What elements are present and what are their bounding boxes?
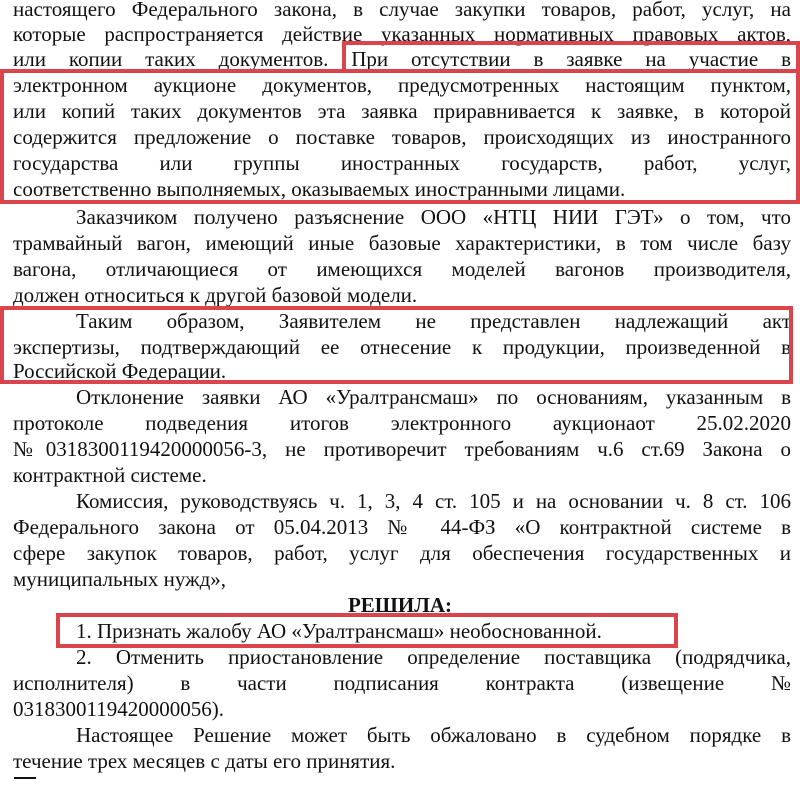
text-line-19: контрактной системе. xyxy=(13,463,207,487)
text-line-1: настоящего Федерального закона, в случае закупки товаров, работ, услуг, на xyxy=(13,0,791,21)
text-line-13: Таким образом, Заявителем не представлен надлежащий акт xyxy=(76,309,791,333)
text-line-9: Заказчиком получено разъяснение ООО «НТЦ НИИ ГЭТ» о том, что xyxy=(76,205,791,229)
decision-heading: РЕШИЛА: xyxy=(347,593,453,617)
text-line-30: течение трех месяцев с даты его принятия. xyxy=(13,749,396,773)
text-line-17: протоколе подведения итогов электронного аукционаот 25.02.2020 xyxy=(13,411,791,435)
text-line-14: экспертизы, подтверждающий ее отнесение к продукции, произведенной в xyxy=(13,335,791,359)
text-line-11: вагона, отличающиеся от имеющихся моделей вагонов производителя, xyxy=(13,257,791,281)
text-line-12: должен относиться к другой базовой модели. xyxy=(13,283,418,307)
text-line-5: или копий таких документов эта заявка приравнивается к заявке, в которой xyxy=(13,99,791,123)
text-line-22: сфере закупок товаров, работ, услуг для обеспечения государственных и xyxy=(13,541,791,565)
decision-item-2: 2. Отменить приостановление определение поставщика (подрядчика, xyxy=(76,645,791,669)
text-line-3: или копии таких документов. При отсутствии в заявке на участие в xyxy=(13,47,791,71)
text-line-18: №0318300119420000056-3, не противоречит требованиям ч.6 ст.69 Закона о xyxy=(13,437,791,461)
decision-item-1: 1. Признать жалобу АО «Уралтрансмаш» необоснованной. xyxy=(76,619,602,643)
text-line-4: электронном аукционе документов, предусмотренных настоящим пунктом, xyxy=(13,73,791,97)
text-line-28: 0318300119420000056). xyxy=(13,697,224,721)
text-line-16: Отклонение заявки АО «Уралтрансмаш» по основаниям, указанным в xyxy=(76,385,791,409)
text-line-7: государства или группы иностранных государств, работ, услуг, xyxy=(13,151,791,175)
text-line-15: Российской Федерации. xyxy=(13,359,227,383)
text-line-21: Федерального закона от 05.04.2013 № 44-ФЗ «О контрактной системе в xyxy=(13,515,791,539)
text-line-6: содержится предложение о поставке товаров, происходящих из иностранного xyxy=(13,125,791,149)
underline-mark xyxy=(14,777,36,779)
text-line-29: Настоящее Решение может быть обжаловано в судебном порядке в xyxy=(76,723,791,747)
text-line-20: Комиссия, руководствуясь ч. 1, 3, 4 ст. 105 и на основании ч. 8 ст. 106 xyxy=(76,489,791,513)
text-line-27: исполнителя) в части подписания контракта (извещение № xyxy=(13,671,791,695)
text-line-8: соответственно выполняемых, оказываемых иностранными лицами. xyxy=(13,177,626,201)
text-line-10: трамвайный вагон, имеющий иные базовые характеристики, в том числе базу xyxy=(13,231,791,255)
text-line-23: муниципальных нужд», xyxy=(13,567,227,591)
text-line-2: которые распространяется действие указанных нормативных правовых актов, xyxy=(13,22,791,46)
